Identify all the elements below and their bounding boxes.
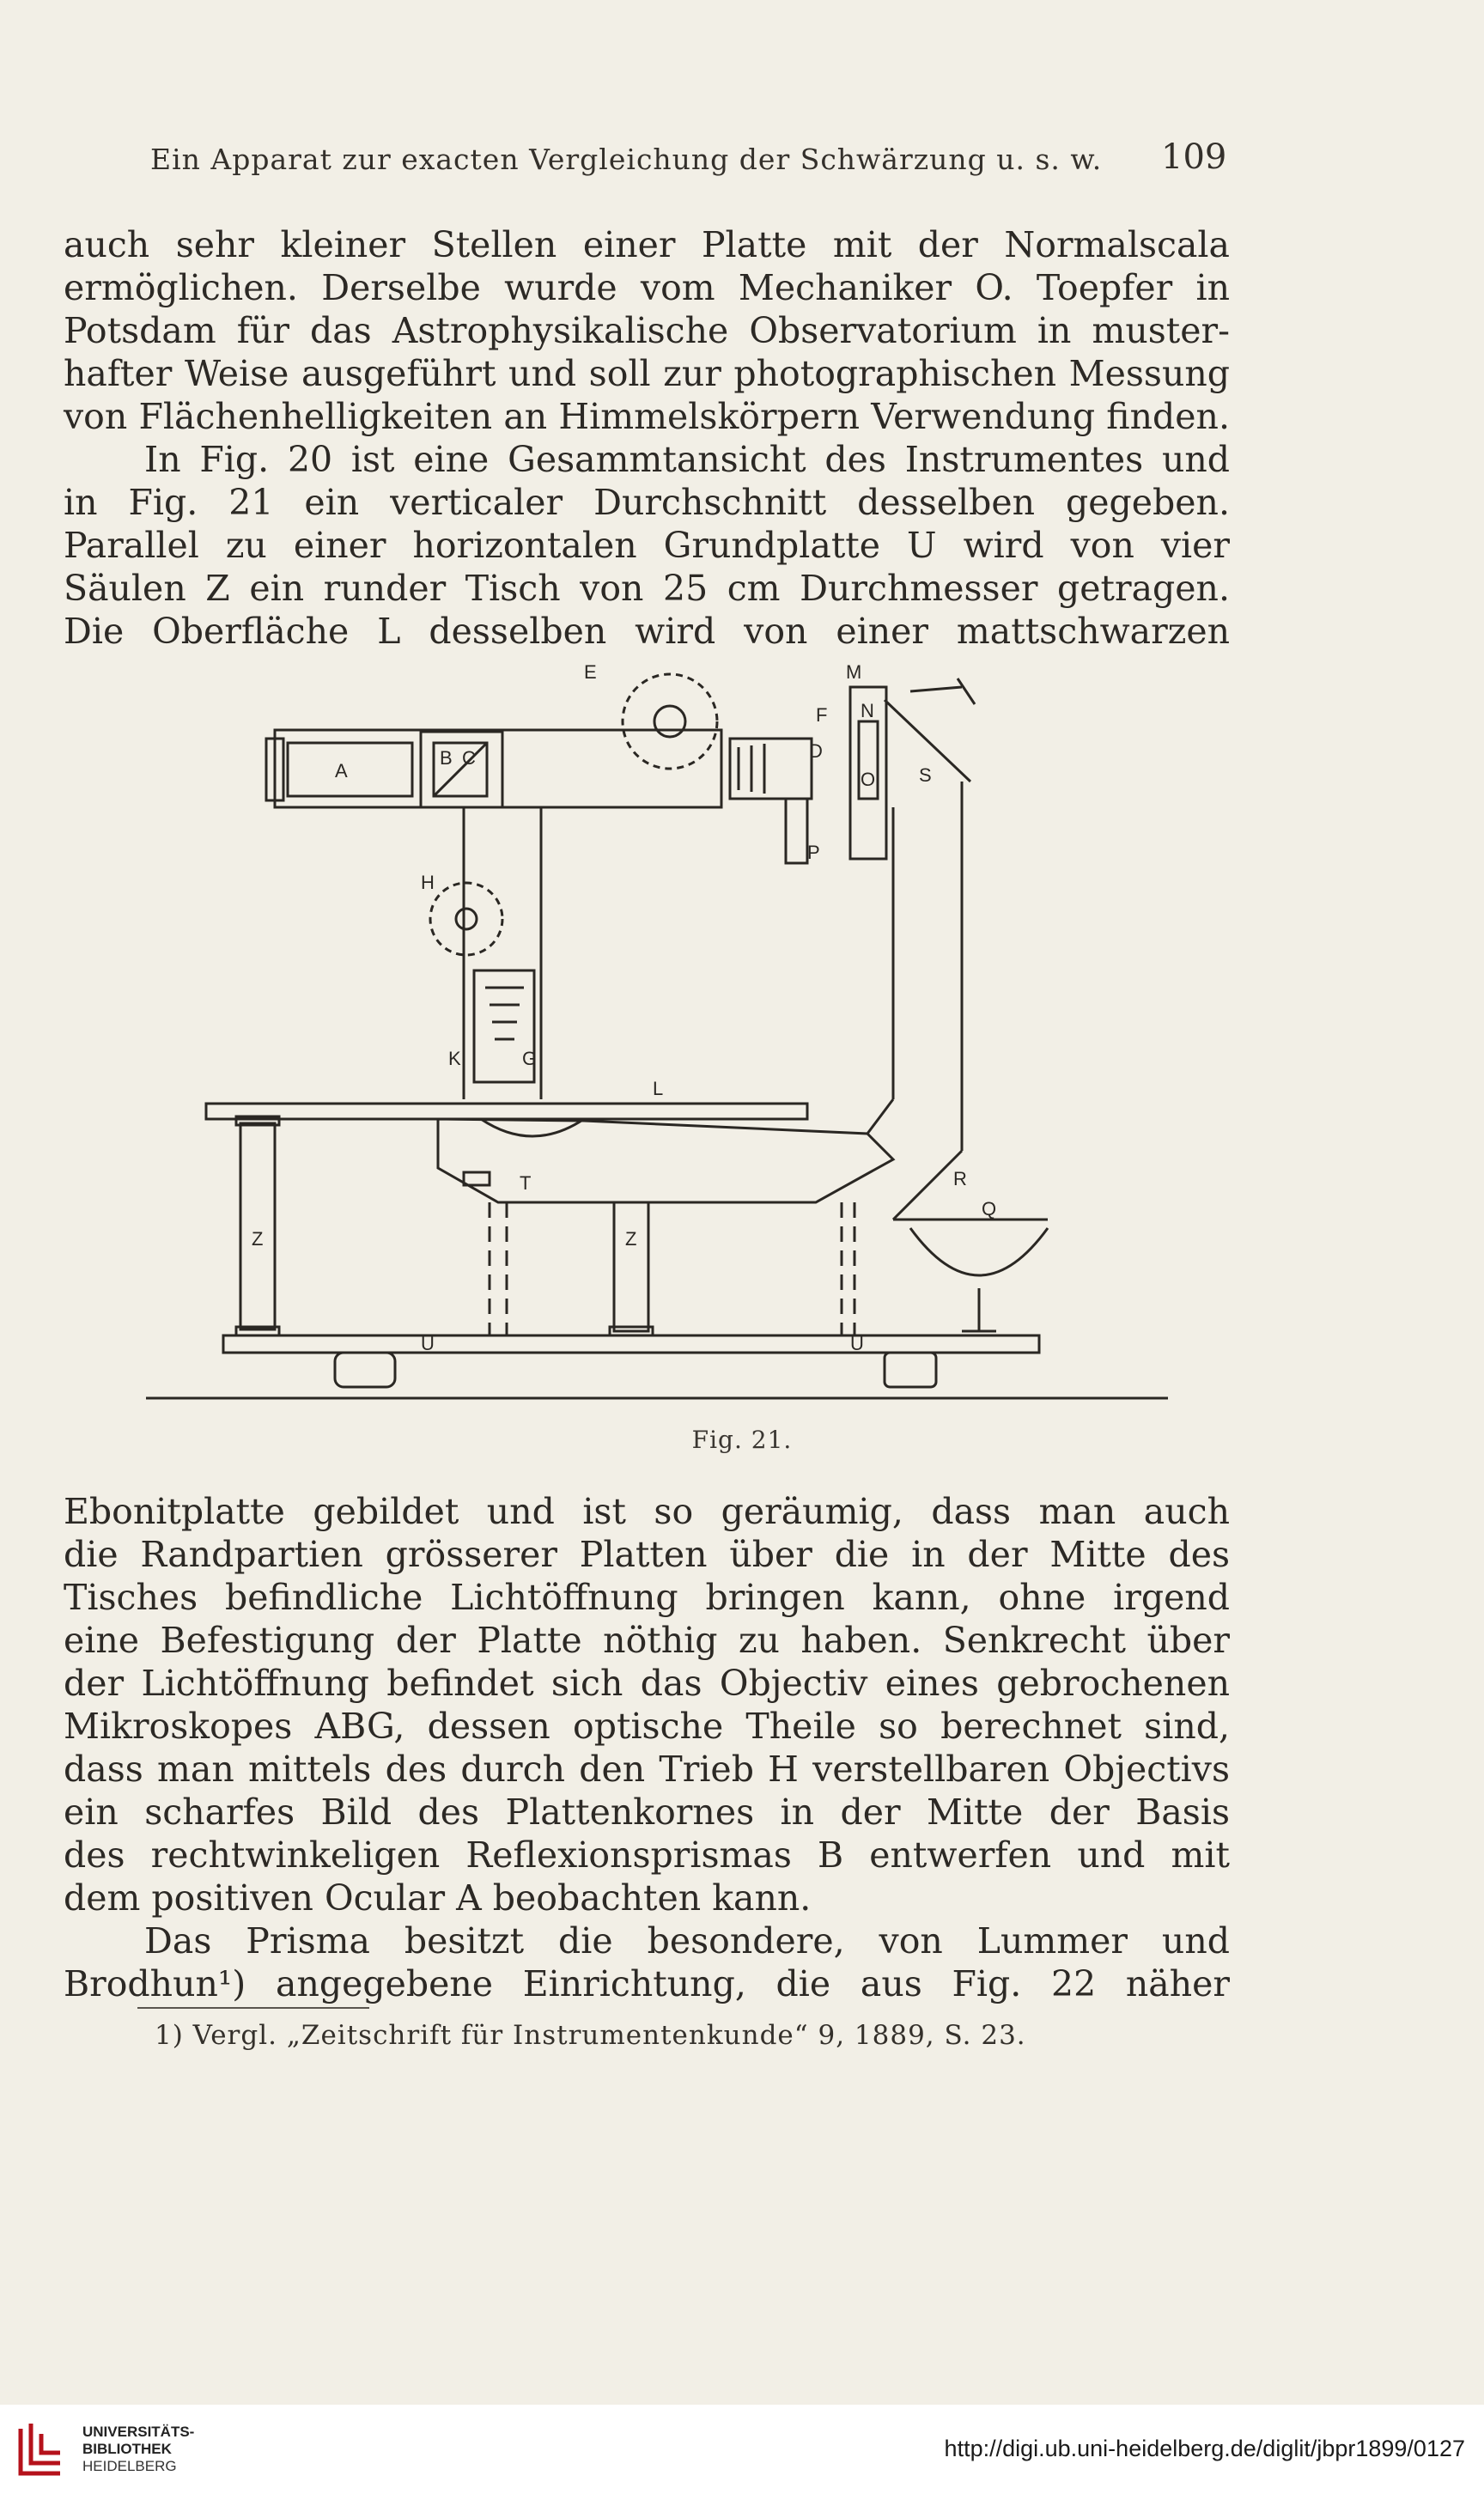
institution-line-1: UNIVERSITÄTS-	[82, 2424, 195, 2440]
text-line: hafter Weise ausgeführt und soll zur photographischen Messung	[64, 353, 1230, 394]
label-a: A	[335, 760, 348, 782]
label-z-left: Z	[252, 1228, 264, 1250]
text-line: die Randpartien grösserer Platten über die in der Mitte des	[64, 1534, 1230, 1575]
text-line: Potsdam für das Astrophysikalische Observatorium in muster-	[64, 310, 1230, 351]
wheel-e	[623, 674, 717, 769]
source-url-link[interactable]: http://digi.ub.uni-heidelberg.de/diglit/jbpr1899/0127	[944, 2436, 1465, 2461]
text-line: ein scharfes Bild des Plattenkornes in der Mitte der Basis	[64, 1791, 1230, 1833]
label-s: S	[919, 764, 932, 786]
digitization-footer	[0, 2405, 1484, 2494]
page-number: 109	[1161, 137, 1227, 177]
label-d: D	[809, 740, 823, 762]
text-line: Das Prisma besitzt die besondere, von Lummer und	[144, 1920, 1230, 1962]
text-line: dem positiven Ocular A beobachten kann.	[64, 1877, 812, 1919]
label-q: Q	[982, 1198, 997, 1220]
text-line: eine Befestigung der Platte nöthig zu haben. Senkrecht über	[64, 1620, 1230, 1661]
text-line: Ebonitplatte gebildet und ist so geräumig, dass man auch	[64, 1491, 1230, 1532]
label-e: E	[584, 661, 597, 683]
objective-d	[730, 739, 812, 799]
label-u-right: U	[850, 1333, 864, 1354]
label-z-right: Z	[625, 1228, 637, 1250]
body-text-bottom	[64, 1490, 1230, 2005]
body-text-top	[64, 223, 1230, 653]
label-m: M	[846, 661, 862, 683]
text-line: Mikroskopes ABG, dessen optische Theile so berechnet sind,	[64, 1706, 1230, 1747]
label-o: O	[861, 769, 876, 790]
ocular-a	[288, 743, 412, 796]
table-l	[206, 1104, 807, 1119]
text-line: Tisches befindliche Lichtöffnung bringen kann, ohne irgend	[64, 1577, 1230, 1618]
text-line: der Lichtöffnung befindet sich das Objectiv eines gebrochenen	[64, 1663, 1230, 1704]
label-k: K	[448, 1048, 461, 1069]
institution-line-2: BIBLIOTHEK	[82, 2441, 172, 2457]
figure-caption: Fig. 21.	[691, 1426, 793, 1454]
text-line: Die Oberfläche L desselben wird von einer mattschwarzen	[64, 611, 1230, 652]
apparatus-drawing	[137, 653, 1177, 1434]
label-p: P	[807, 842, 820, 863]
library-logo-icon	[15, 2420, 65, 2479]
text-line: auch sehr kleiner Stellen einer Platte mit der Normalscala	[64, 224, 1230, 265]
column-z-left	[240, 1123, 275, 1329]
text-line: Säulen Z ein runder Tisch von 25 cm Durchmesser getragen.	[64, 568, 1230, 609]
drive-h	[430, 883, 502, 955]
running-title: Ein Apparat zur exacten Vergleichung der Schwärzung u. s. w.	[150, 143, 1103, 176]
text-line: von Flächenhelligkeiten an Himmelskörpern Verwendung finden.	[64, 396, 1230, 437]
label-n: N	[861, 700, 874, 721]
column-z-right	[614, 1202, 648, 1331]
label-c: C	[462, 747, 476, 769]
footnote-rule	[137, 2007, 369, 2009]
label-r: R	[953, 1168, 967, 1189]
text-line: Parallel zu einer horizontalen Grundplatte U wird von vier	[64, 525, 1230, 566]
base-plate-u	[223, 1335, 1039, 1353]
text-line: In Fig. 20 ist eine Gesammtansicht des Instrumentes und	[144, 439, 1230, 480]
knob-p	[786, 799, 807, 863]
text-line: dass man mittels des durch den Trieb H verstellbaren Objectivs	[64, 1749, 1230, 1790]
label-h: H	[421, 872, 435, 893]
label-l: L	[653, 1078, 664, 1099]
label-t: T	[520, 1172, 532, 1194]
label-g: G	[522, 1048, 538, 1069]
institution-line-3: HEIDELBERG	[82, 2458, 177, 2474]
text-line: in Fig. 21 ein verticaler Durchschnitt desselben gegeben.	[64, 482, 1230, 523]
label-f: F	[816, 704, 828, 726]
label-u-left: U	[421, 1333, 435, 1354]
figure-21-diagram	[137, 653, 1177, 1434]
label-b: B	[440, 747, 453, 769]
text-line: des rechtwinkeligen Reflexionsprismas B entwerfen und mit	[64, 1834, 1230, 1876]
text-line: ermöglichen. Derselbe wurde vom Mechaniker O. Toepfer in	[64, 267, 1230, 308]
footnote: 1) Vergl. „Zeitschrift für Instrumentenkunde“ 9, 1889, S. 23.	[155, 2020, 1026, 2051]
running-head	[0, 137, 1484, 189]
text-line: Brodhun¹) angegebene Einrichtung, die aus Fig. 22 näher	[64, 1963, 1230, 2004]
